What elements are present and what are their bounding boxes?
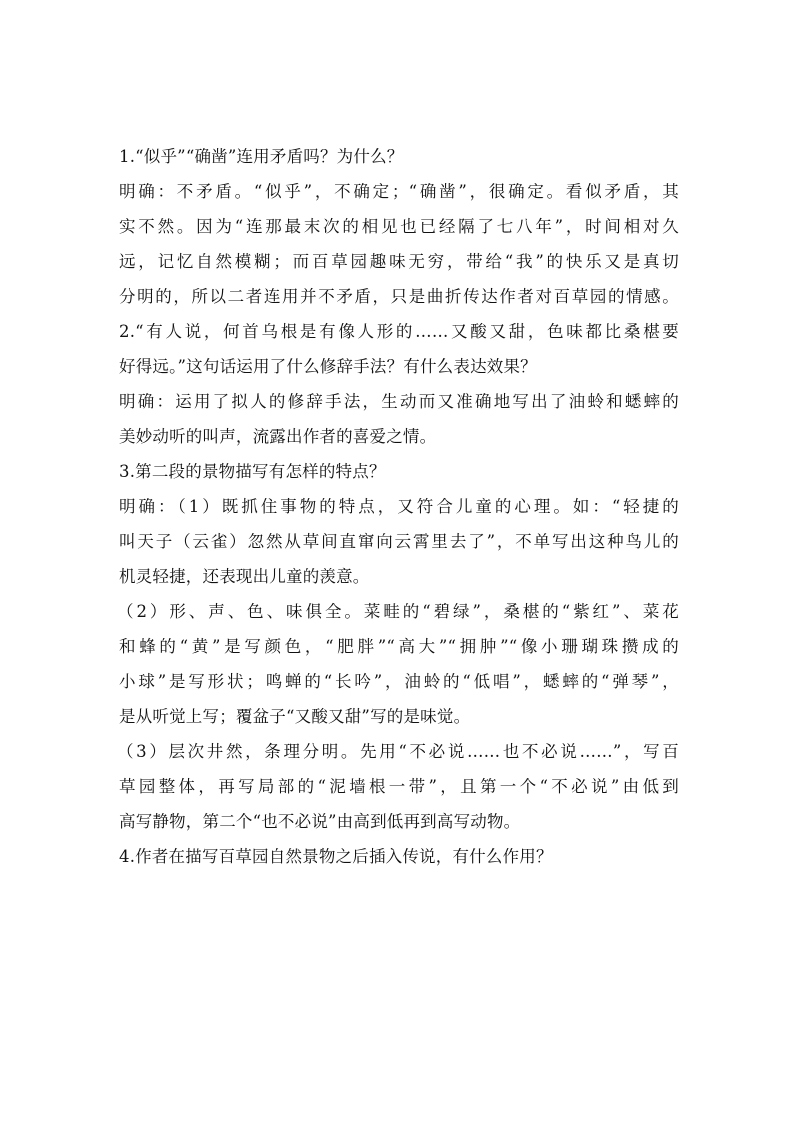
answer-3-point-2-line-1: （2）形、声、色、味俱全。菜畦的“碧绿”，桑椹的“紫红”、菜花 xyxy=(117,602,679,621)
question-1: 1.“似乎”“确凿”连用矛盾吗？为什么？ xyxy=(119,147,404,166)
answer-3-point-2-line-4: 是从听觉上写；覆盆子“又酸又甜”写的是味觉。 xyxy=(119,707,471,726)
answer-1-line-2: 实不然。因为“连那最末次的相见也已经隔了七八年”，时间相对久 xyxy=(119,217,679,236)
answer-3-point-3-line-3: 高写静物，第二个“也不必说”由高到低再到高写动物。 xyxy=(119,812,521,831)
answer-2-line-2: 美妙动听的叫声，流露出作者的喜爱之情。 xyxy=(119,427,437,446)
answer-3-point-1-line-3: 机灵轻捷，还表现出儿童的羡意。 xyxy=(119,567,370,586)
question-2-line-2: 好得远。”这句话运用了什么修辞手法？有什么表达效果？ xyxy=(119,357,537,376)
answer-3-point-3-line-1: （3）层次井然，条理分明。先用“不必说……也不必说……”，写百 xyxy=(117,742,679,761)
answer-3-point-3-line-2: 草园整体，再写局部的“泥墙根一带”，且第一个“不必说”由低到 xyxy=(119,777,679,796)
answer-3-point-1-line-1: 明确：（1）既抓住事物的特点，又符合儿童的心理。如：“轻捷的 xyxy=(119,497,679,516)
document-body xyxy=(119,145,679,880)
answer-3-point-1-line-2: 叫天子（云雀）忽然从草间直窜向云霄里去了”，不单写出这种鸟儿的 xyxy=(119,532,679,551)
question-2-line-1: 2.“有人说，何首乌根是有像人形的……又酸又甜，色味都比桑椹要 xyxy=(119,322,679,341)
answer-1-line-3: 远，记忆自然模糊；而百草园趣味无穷，带给“我”的快乐又是真切 xyxy=(119,252,679,271)
answer-1-line-1: 明确：不矛盾。“似乎”，不确定；“确凿”，很确定。看似矛盾，其 xyxy=(119,182,679,201)
answer-1-line-4: 分明的，所以二者连用并不矛盾，只是曲折传达作者对百草园的情感。 xyxy=(119,287,679,306)
answer-3-point-2-line-3: 小球”是写形状；鸣蝉的“长吟”，油蛉的“低唱”，蟋蟀的“弹琴”， xyxy=(119,672,679,691)
answer-2-line-1: 明确：运用了拟人的修辞手法，生动而又准确地写出了油蛉和蟋蟀的 xyxy=(119,392,679,411)
answer-3-point-2-line-2: 和蜂的“黄”是写颜色，“肥胖”“高大”“拥肿”“像小珊瑚珠攒成的 xyxy=(119,637,679,656)
question-4: 4.作者在描写百草园自然景物之后插入传说，有什么作用？ xyxy=(119,847,553,866)
question-3: 3.第二段的景物描写有怎样的特点？ xyxy=(119,462,386,481)
